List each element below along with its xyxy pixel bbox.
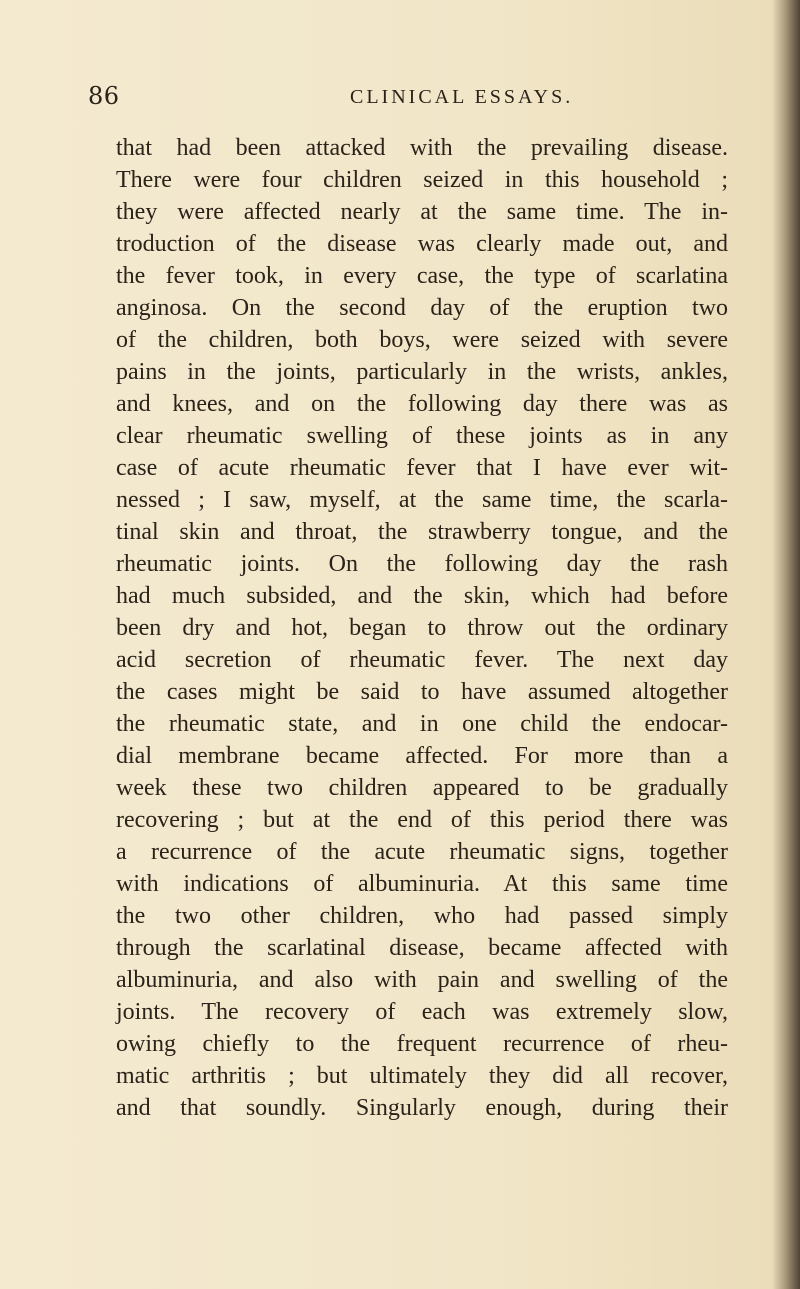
- text-line: troduction of the disease was clearly made out, and: [116, 231, 728, 257]
- text-line: recovering ; but at the end of this period there was: [116, 807, 728, 833]
- text-line: case of acute rheumatic fever that I have ever wit-: [116, 455, 728, 481]
- text-line: acid secretion of rheumatic fever. The next day: [116, 647, 728, 673]
- page-edge-shadow: [772, 0, 800, 1289]
- text-line: albuminuria, and also with pain and swelling of the: [116, 967, 728, 993]
- running-head: CLINICAL ESSAYS.: [350, 86, 574, 108]
- text-line: of the children, both boys, were seized with severe: [116, 327, 728, 353]
- text-line: a recurrence of the acute rheumatic signs, together: [116, 839, 728, 865]
- text-line: anginosa. On the second day of the eruption two: [116, 295, 728, 321]
- text-line: owing chiefly to the frequent recurrence of rheu-: [116, 1031, 728, 1057]
- text-line: with indications of albuminuria. At this same time: [116, 871, 728, 897]
- page-header: [88, 82, 730, 118]
- text-line: There were four children seized in this household ;: [116, 167, 728, 193]
- text-line: the rheumatic state, and in one child the endocar-: [116, 711, 728, 737]
- text-line: matic arthritis ; but ultimately they did all recover,: [116, 1063, 728, 1089]
- text-line: had much subsided, and the skin, which had before: [116, 583, 728, 609]
- body-text: [116, 132, 728, 1124]
- text-line: clear rheumatic swelling of these joints as in any: [116, 423, 728, 449]
- text-line: joints. The recovery of each was extremely slow,: [116, 999, 728, 1025]
- text-line: the two other children, who had passed simply: [116, 903, 728, 929]
- text-line: and knees, and on the following day there was as: [116, 391, 728, 417]
- text-line: nessed ; I saw, myself, at the same time, the scarla-: [116, 487, 728, 513]
- text-line: week these two children appeared to be gradually: [116, 775, 728, 801]
- text-line: dial membrane became affected. For more than a: [116, 743, 728, 769]
- text-line: that had been attacked with the prevailing disease.: [116, 135, 728, 161]
- text-line: tinal skin and throat, the strawberry tongue, and the: [116, 519, 728, 545]
- text-line: been dry and hot, began to throw out the ordinary: [116, 615, 728, 641]
- text-line: pains in the joints, particularly in the wrists, ankles,: [116, 359, 728, 385]
- text-line: rheumatic joints. On the following day the rash: [116, 551, 728, 577]
- text-line: the cases might be said to have assumed altogether: [116, 679, 728, 705]
- text-line: through the scarlatinal disease, became affected with: [116, 935, 728, 961]
- text-line: and that soundly. Singularly enough, during their: [116, 1095, 728, 1121]
- text-line: they were affected nearly at the same time. The in-: [116, 199, 728, 225]
- text-line: the fever took, in every case, the type of scarlatina: [116, 263, 728, 289]
- page-number: 86: [88, 82, 120, 110]
